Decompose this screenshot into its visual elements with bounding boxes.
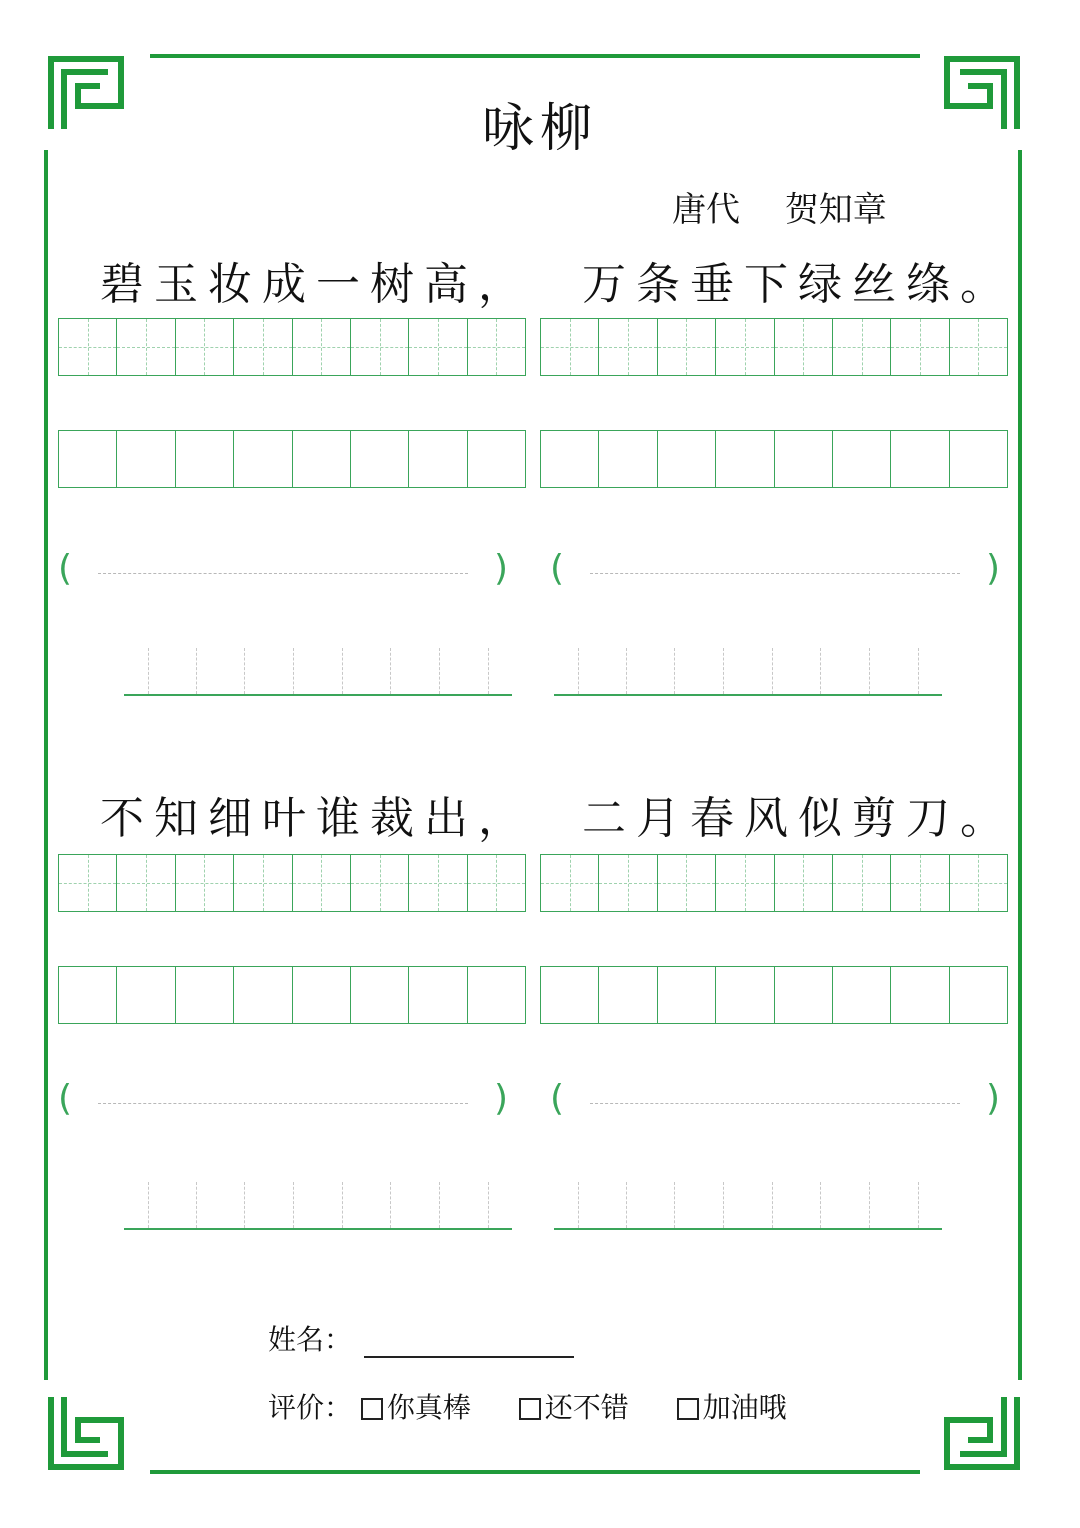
- paren-close: ): [494, 548, 509, 589]
- poem-title: 咏柳: [481, 99, 598, 159]
- writing-ticks-left-1[interactable]: [124, 648, 512, 696]
- box-grid-left-2[interactable]: [58, 966, 526, 1024]
- corner-ornament-bottom-left: [48, 1394, 124, 1470]
- corner-ornament-bottom-right: [944, 1394, 1020, 1470]
- poem-line-3: 不知细叶谁裁出，: [100, 793, 532, 844]
- tian-grid-right-1[interactable]: [540, 318, 1008, 376]
- paren-open: (: [550, 548, 565, 589]
- paren-close: ): [986, 548, 1001, 589]
- name-row: [268, 1318, 574, 1358]
- answer-dotted-line[interactable]: [98, 573, 468, 574]
- writing-ticks-right-2[interactable]: [554, 1182, 942, 1230]
- bottom-border: [150, 1470, 920, 1474]
- checkbox-icon[interactable]: [361, 1398, 383, 1420]
- name-label: 姓名：: [268, 1323, 353, 1356]
- evaluation-label: 评价：: [268, 1391, 353, 1424]
- paren-open: (: [58, 548, 73, 589]
- poem-line-2: 万条垂下绿丝绦。: [582, 259, 1014, 310]
- paren-close: ): [494, 1078, 509, 1119]
- answer-dotted-line[interactable]: [590, 1103, 960, 1104]
- tian-grid-left-1[interactable]: [58, 318, 526, 376]
- right-border: [1018, 150, 1022, 1380]
- writing-ticks-right-1[interactable]: [554, 648, 942, 696]
- evaluation-option[interactable]: 加油哦: [677, 1391, 787, 1424]
- box-grid-right-1[interactable]: [540, 430, 1008, 488]
- box-grid-left-1[interactable]: [58, 430, 526, 488]
- evaluation-row: [268, 1386, 787, 1426]
- checkbox-icon[interactable]: [519, 1398, 541, 1420]
- poem-author: 唐代 贺知章: [672, 190, 887, 230]
- paren-open: (: [550, 1078, 565, 1119]
- answer-dotted-line[interactable]: [98, 1103, 468, 1104]
- tian-grid-left-2[interactable]: [58, 854, 526, 912]
- evaluation-option[interactable]: 还不错: [519, 1391, 629, 1424]
- poem-line-4: 二月春风似剪刀。: [582, 793, 1014, 844]
- evaluation-option[interactable]: 你真棒: [361, 1391, 471, 1424]
- answer-dotted-line[interactable]: [590, 573, 960, 574]
- tian-grid-right-2[interactable]: [540, 854, 1008, 912]
- poem-line-1: 碧玉妆成一树高，: [100, 259, 532, 310]
- checkbox-icon[interactable]: [677, 1398, 699, 1420]
- name-field[interactable]: [364, 1330, 574, 1358]
- left-border: [44, 150, 48, 1380]
- top-border: [150, 54, 920, 58]
- paren-open: (: [58, 1078, 73, 1119]
- paren-close: ): [986, 1078, 1001, 1119]
- box-grid-right-2[interactable]: [540, 966, 1008, 1024]
- writing-ticks-left-2[interactable]: [124, 1182, 512, 1230]
